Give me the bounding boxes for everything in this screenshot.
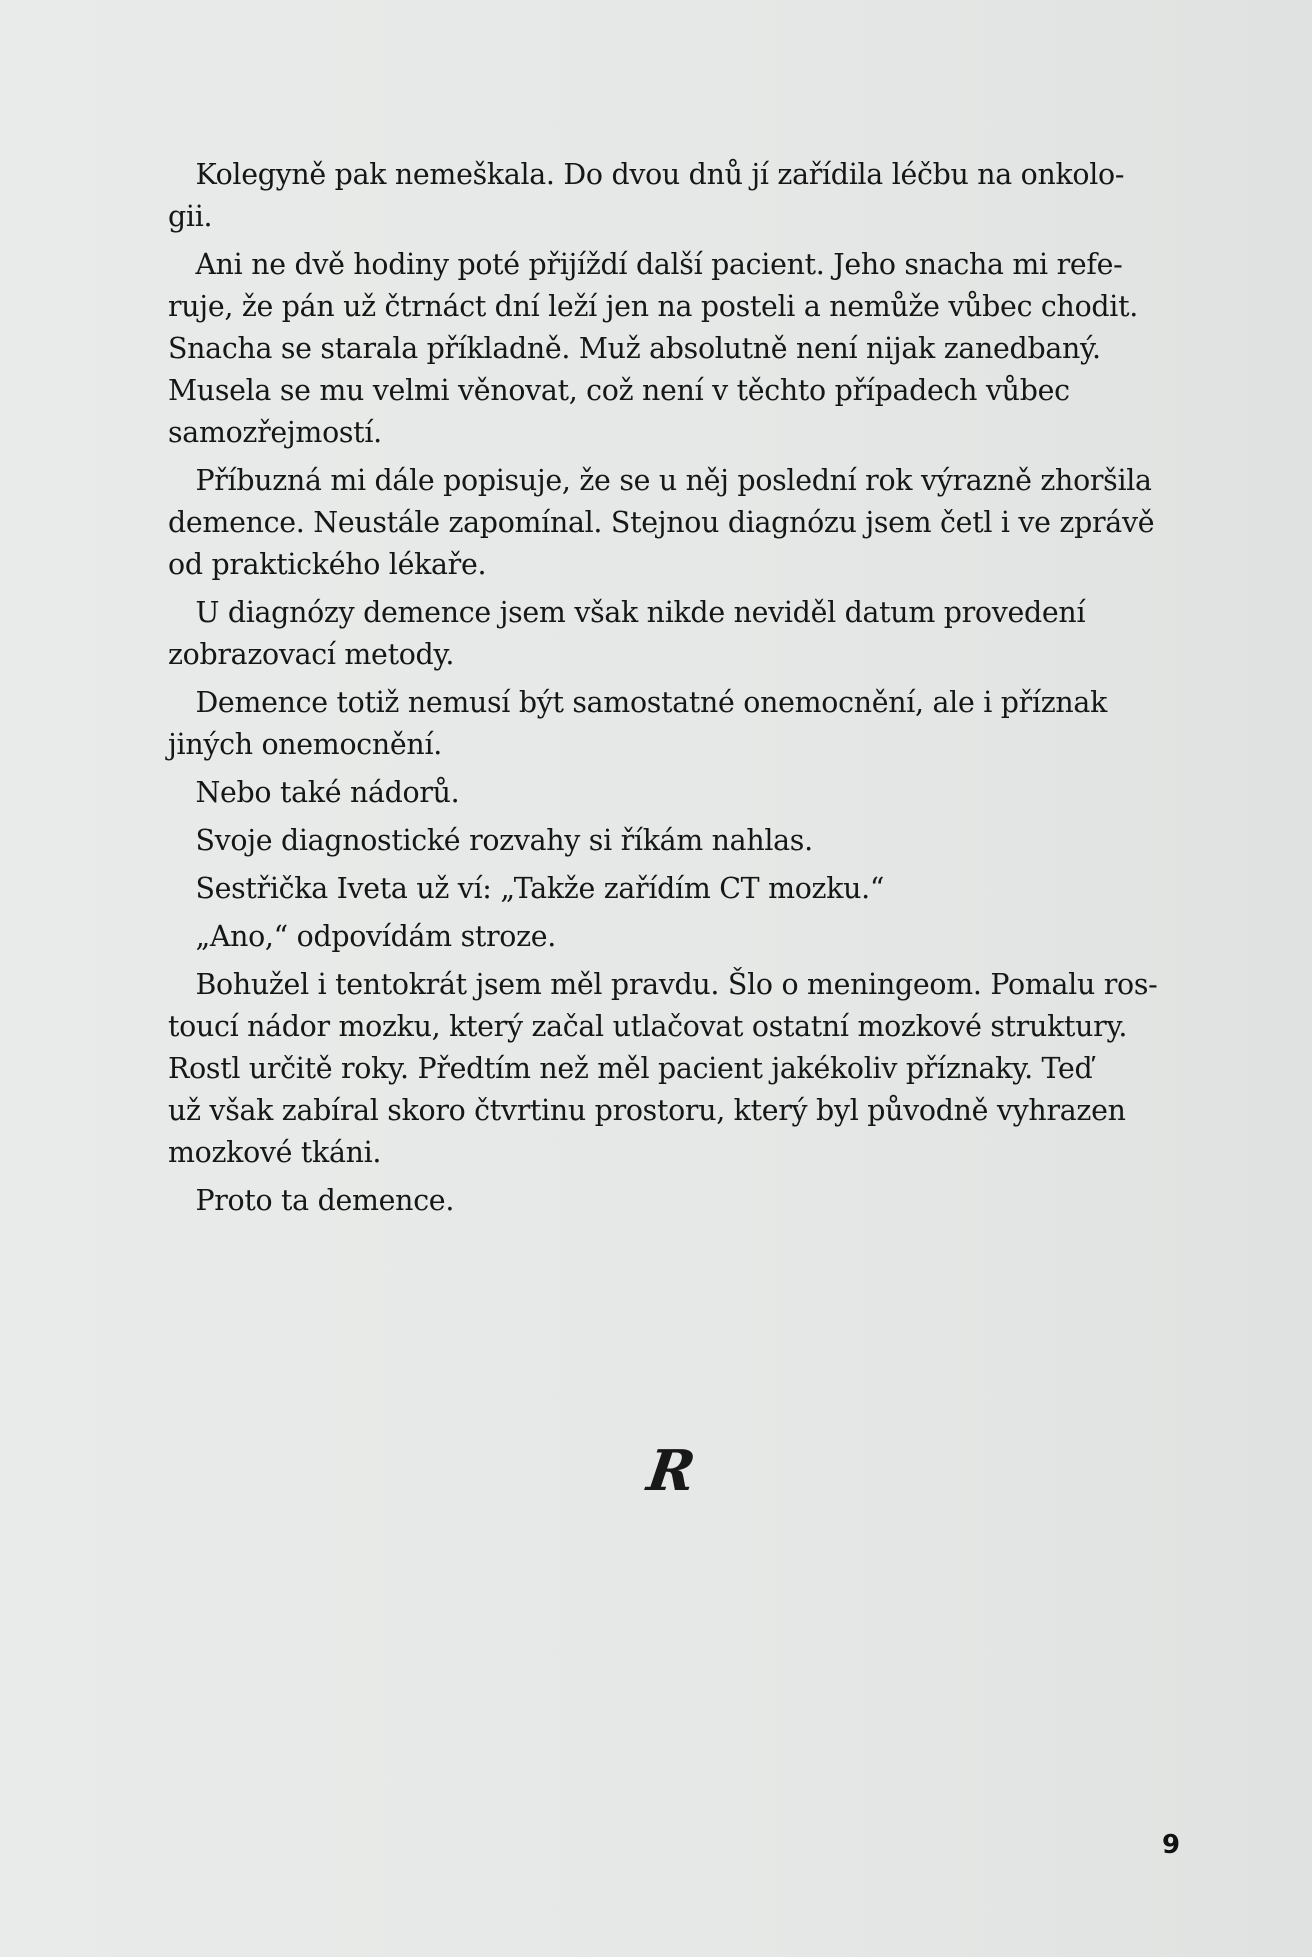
paragraph [168,963,1188,1173]
paragraph [168,243,1188,453]
text-line: ruje, že pán už čtrnáct dní leží jen na posteli a nemůže vůbec chodit. [168,289,1138,323]
paragraph [168,867,1188,909]
text-line: Kolegyně pak nemeškala. Do dvou dnů jí zařídila léčbu na onkolo- [195,157,1125,191]
text-line: Demence totiž nemusí být samostatné onemocnění, ale i příznak [195,685,1108,719]
publisher-logo-mark: R [643,1438,700,1504]
text-line: Musela se mu velmi věnovat, což není v těchto případech vůbec [168,373,1070,407]
text-line: Sestřička Iveta už ví: „Takže zařídím CT mozku.“ [195,871,885,905]
text-line: toucí nádor mozku, který začal utlačovat ostatní mozkové struktury. [168,1009,1128,1043]
text-line: samozřejmostí. [168,415,382,449]
body-text [168,153,1188,1227]
text-line: jiných onemocnění. [168,727,442,761]
text-line: od praktického lékaře. [168,547,487,581]
text-line: Bohužel i tentokrát jsem měl pravdu. Šlo o meningeom. Pomalu ros- [195,967,1158,1001]
text-line: „Ano,“ odpovídám stroze. [195,919,557,953]
text-line: Proto ta demence. [195,1183,455,1217]
paragraph [168,915,1188,957]
page-number: 9 [1162,1830,1181,1860]
paragraph [168,153,1188,237]
text-line: U diagnózy demence jsem však nikde neviděl datum provedení [195,595,1086,629]
paragraph [168,459,1188,585]
paragraph [168,819,1188,861]
text-line: zobrazovací metody. [168,637,455,671]
text-line: už však zabíral skoro čtvrtinu prostoru, který byl původně vyhrazen [168,1093,1126,1127]
text-line: Svoje diagnostické rozvahy si říkám nahlas. [195,823,813,857]
text-line: Snacha se starala příkladně. Muž absolutně není nijak zanedbaný. [168,331,1101,365]
paragraph [168,591,1188,675]
text-line: Nebo také nádorů. [195,775,460,809]
paragraph [168,1179,1188,1221]
paragraph [168,681,1188,765]
text-line: mozkové tkáni. [168,1135,382,1169]
text-line: gii. [168,199,213,233]
text-line: Ani ne dvě hodiny poté přijíždí další pacient. Jeho snacha mi refe- [195,247,1123,281]
paragraph [168,771,1188,813]
text-line: Příbuzná mi dále popisuje, že se u něj poslední rok výrazně zhoršila [195,463,1152,497]
text-line: demence. Neustále zapomínal. Stejnou diagnózu jsem četl i ve zprávě [168,505,1155,539]
text-line: Rostl určitě roky. Předtím než měl pacient jakékoliv příznaky. Teď [168,1051,1093,1085]
